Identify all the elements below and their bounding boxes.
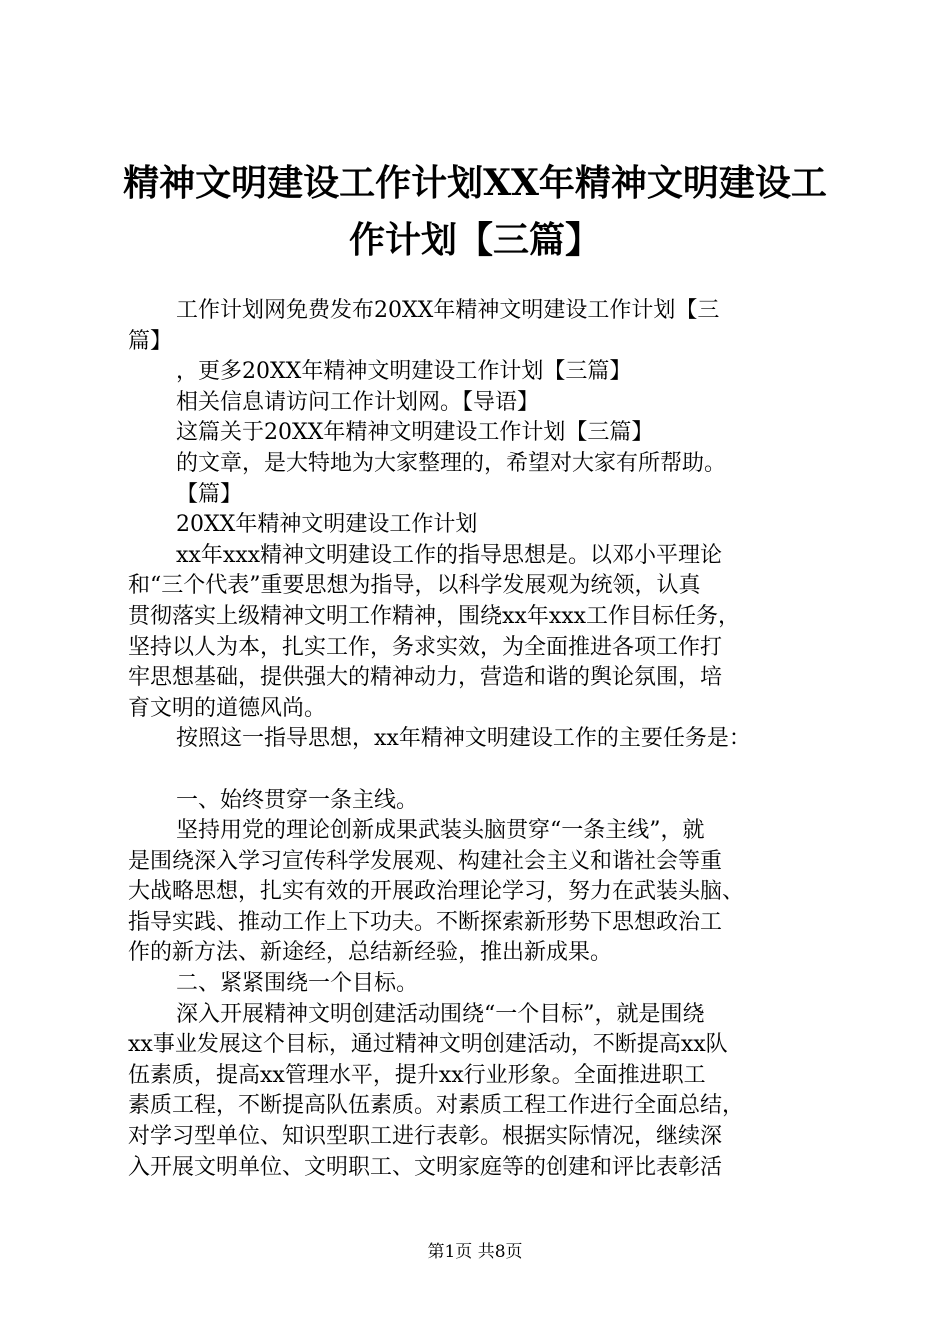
body-line: 这篇关于20XX年精神文明建设工作计划【三篇】 xyxy=(176,420,654,446)
body-line: 20XX年精神文明建设工作计划 xyxy=(176,512,478,538)
body-line: 伍素质，提高xx管理水平，提升xx行业形象。全面推进职工 xyxy=(128,1062,706,1088)
document-title-line1: 精神文明建设工作计划XX年精神文明建设工 xyxy=(123,162,827,204)
body-line: 篇】 xyxy=(128,328,173,354)
body-line: 指导实践、推动工作上下功夫。不断探索新形势下思想政治工 xyxy=(128,909,723,935)
body-line: 工作计划网免费发布20XX年精神文明建设工作计划【三 xyxy=(176,298,720,323)
body-line: 深入开展精神文明创建活动围绕“一个目标”，就是围绕 xyxy=(176,1001,705,1027)
body-line: 和“三个代表”重要思想为指导，以科学发展观为统领，认真 xyxy=(128,573,701,599)
body-line: ，更多20XX年精神文明建设工作计划【三篇】 xyxy=(176,359,632,385)
body-line: 相关信息请访问工作计划网。【导语】 xyxy=(176,389,540,415)
body-line: 作的新方法、新途经，总结新经验，推出新成果。 xyxy=(128,940,613,966)
blank-line xyxy=(128,755,828,786)
body-line: 坚持用党的理论创新成果武装头脑贯穿“一条主线”，就 xyxy=(176,818,705,844)
body-line: 是围绕深入学习宣传科学发展观、构建社会主义和谐社会等重 xyxy=(128,848,723,874)
body-line: 按照这一指导思想，xx年精神文明建设工作的主要任务是： xyxy=(176,726,751,752)
body-line: 对学习型单位、知识型职工进行表彰。根据实际情况，继续深 xyxy=(128,1124,723,1150)
page-footer: 第1页 共8页 xyxy=(427,1242,523,1262)
document-title-line2: 作计划【三篇】 xyxy=(348,219,601,261)
body-line: 的文章，是大特地为大家整理的，希望对大家有所帮助。 xyxy=(176,450,727,476)
body-line: 育文明的道德风尚。 xyxy=(128,695,327,721)
body-line: 入开展文明单位、文明职工、文明家庭等的创建和评比表彰活 xyxy=(128,1154,723,1180)
body-line: xx年xxx精神文明建设工作的指导思想是。以邓小平理论 xyxy=(176,542,723,568)
body-line: 二、紧紧围绕一个目标。 xyxy=(176,971,419,997)
body-line: xx事业发展这个目标，通过精神文明创建活动，不断提高xx队 xyxy=(128,1032,728,1058)
body-line: 大战略思想，扎实有效的开展政治理论学习，努力在武装头脑、 xyxy=(128,879,745,905)
body-line: 坚持以人为本，扎实工作，务求实效，为全面推进各项工作打 xyxy=(128,634,723,660)
body-line: 素质工程，不断提高队伍素质。对素质工程工作进行全面总结， xyxy=(128,1093,745,1119)
body-line: 牢思想基础，提供强大的精神动力，营造和谐的舆论氛围，培 xyxy=(128,665,723,691)
body-line: 一、始终贯穿一条主线。 xyxy=(176,787,419,813)
body-line: 贯彻落实上级精神文明工作精神，围绕xx年xxx工作目标任务， xyxy=(128,603,741,629)
body-line: 【篇】 xyxy=(176,481,243,507)
document-body xyxy=(128,296,828,1183)
